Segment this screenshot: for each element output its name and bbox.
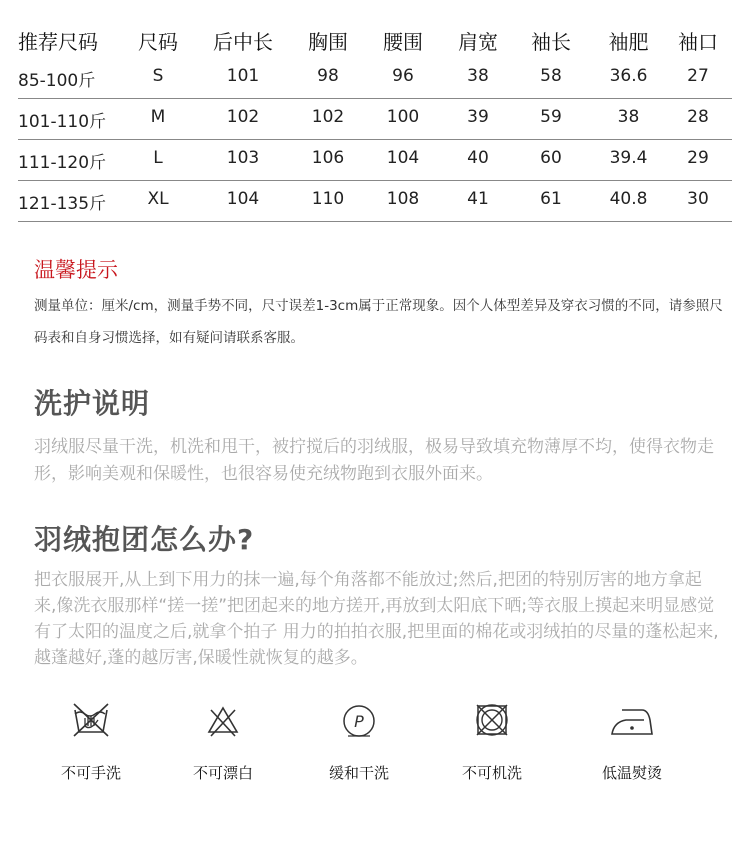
table-cell: 101 bbox=[226, 66, 260, 86]
table-cell: 85-100斤 bbox=[18, 71, 96, 91]
care-label: 不可漂白 bbox=[192, 764, 253, 782]
care-text: 羽绒服尽量干洗，机洗和甩干，被拧搅后的羽绒服，极易导致填充物薄厚不均，使得衣物走形，影响美观和保暖性，也很容易使充绒物跑到衣服外面来。 bbox=[34, 437, 714, 484]
no-hand-wash-icon bbox=[71, 700, 111, 740]
table-cell: 121-135斤 bbox=[18, 194, 107, 214]
table-cell: 106 bbox=[311, 148, 345, 168]
table-cell: 38 bbox=[617, 107, 640, 127]
table-cell: 102 bbox=[311, 107, 345, 127]
header-cell: 肩宽 bbox=[458, 30, 498, 54]
no-bleach-icon bbox=[203, 700, 243, 740]
table-cell: 40.8 bbox=[609, 189, 648, 209]
care-item-mild-dry-clean bbox=[304, 700, 414, 783]
table-cell: 40 bbox=[467, 148, 489, 168]
care-icons bbox=[0, 700, 750, 800]
care-item-no-machine-wash bbox=[437, 700, 547, 783]
header-cell: 推荐尺码 bbox=[18, 30, 98, 54]
table-row bbox=[18, 58, 732, 99]
header-cell: 袖口 bbox=[678, 30, 718, 54]
table-cell: 38 bbox=[467, 66, 489, 86]
care-title: 洗护说明 bbox=[34, 387, 151, 420]
table-cell: 96 bbox=[392, 66, 414, 86]
table-cell: 29 bbox=[687, 148, 709, 168]
table-cell: 101-110斤 bbox=[18, 112, 107, 132]
tips-text: 测量单位：厘米/cm，测量手势不同，尺寸误差1-3cm属于正常现象。因个人体型差异及穿衣习惯的不同，请参照尺码表和自身习惯选择，如有疑问请联系客服。 bbox=[34, 298, 723, 346]
table-cell: 41 bbox=[467, 189, 489, 209]
header-cell: 腰围 bbox=[383, 30, 423, 54]
mild-dry-clean-icon bbox=[339, 700, 379, 740]
table-cell: M bbox=[150, 107, 166, 127]
table-cell: 36.6 bbox=[609, 66, 648, 86]
table-cell: L bbox=[153, 148, 163, 168]
table-cell: 98 bbox=[317, 66, 339, 86]
table-row bbox=[18, 140, 732, 181]
tips-title: 温馨提示 bbox=[34, 258, 118, 282]
table-cell: 102 bbox=[226, 107, 260, 127]
table-cell: 104 bbox=[226, 189, 260, 209]
header-cell: 后中长 bbox=[213, 30, 273, 54]
clump-title: 羽绒抱团怎么办? bbox=[34, 523, 255, 556]
header-cell: 袖肥 bbox=[608, 30, 649, 54]
no-machine-wash-icon bbox=[472, 700, 512, 740]
care-label: 缓和干洗 bbox=[328, 764, 389, 782]
table-cell: 108 bbox=[386, 189, 420, 209]
dry-clean-glyph: P bbox=[354, 712, 364, 731]
table-cell: 30 bbox=[687, 189, 709, 209]
care-item-low-temp-iron bbox=[577, 700, 687, 783]
care-label: 低温熨烫 bbox=[601, 764, 662, 782]
table-cell: 104 bbox=[386, 148, 420, 168]
size-table bbox=[18, 22, 732, 222]
table-cell: 59 bbox=[540, 107, 562, 127]
header-cell: 胸围 bbox=[308, 30, 348, 54]
table-row bbox=[18, 99, 732, 140]
table-cell: 27 bbox=[687, 66, 709, 86]
table-cell: 61 bbox=[540, 189, 562, 209]
care-label: 不可手洗 bbox=[60, 764, 121, 782]
header-cell: 尺码 bbox=[138, 30, 178, 54]
table-cell: 100 bbox=[386, 107, 420, 127]
table-cell: 58 bbox=[540, 66, 562, 86]
table-cell: 103 bbox=[226, 148, 260, 168]
table-cell: XL bbox=[147, 189, 169, 209]
care-label: 不可机洗 bbox=[461, 764, 522, 782]
table-cell: 39.4 bbox=[609, 148, 648, 168]
table-cell: 60 bbox=[540, 148, 562, 168]
header-cell: 袖长 bbox=[531, 30, 571, 54]
table-cell: 28 bbox=[687, 107, 709, 127]
table-cell: 111-120斤 bbox=[18, 153, 107, 173]
table-cell: 110 bbox=[311, 189, 345, 209]
table-cell: S bbox=[152, 66, 164, 86]
clump-text: 把衣服展开,从上到下用力的抹一遍,每个角落都不能放过;然后,把团的特别厉害的地方拿起来,像洗衣服那样“搓一搓”把团起来的地方搓开,再放到太阳底下晒;等衣服上摸起来明显感觉有了太阳的温度之后,就拿个拍子 用力的拍拍衣服,把里面的棉花或羽绒拍的尽量的蓬松起来,越蓬越好,蓬的越厉害,保暖性就恢复的越多。 bbox=[34, 570, 719, 668]
table-row bbox=[18, 181, 732, 222]
table-cell: 39 bbox=[467, 107, 489, 127]
size-table-header bbox=[18, 22, 732, 58]
care-item-no-hand-wash bbox=[36, 700, 146, 783]
care-item-no-bleach bbox=[168, 700, 278, 783]
low-temp-iron-icon bbox=[608, 700, 656, 740]
